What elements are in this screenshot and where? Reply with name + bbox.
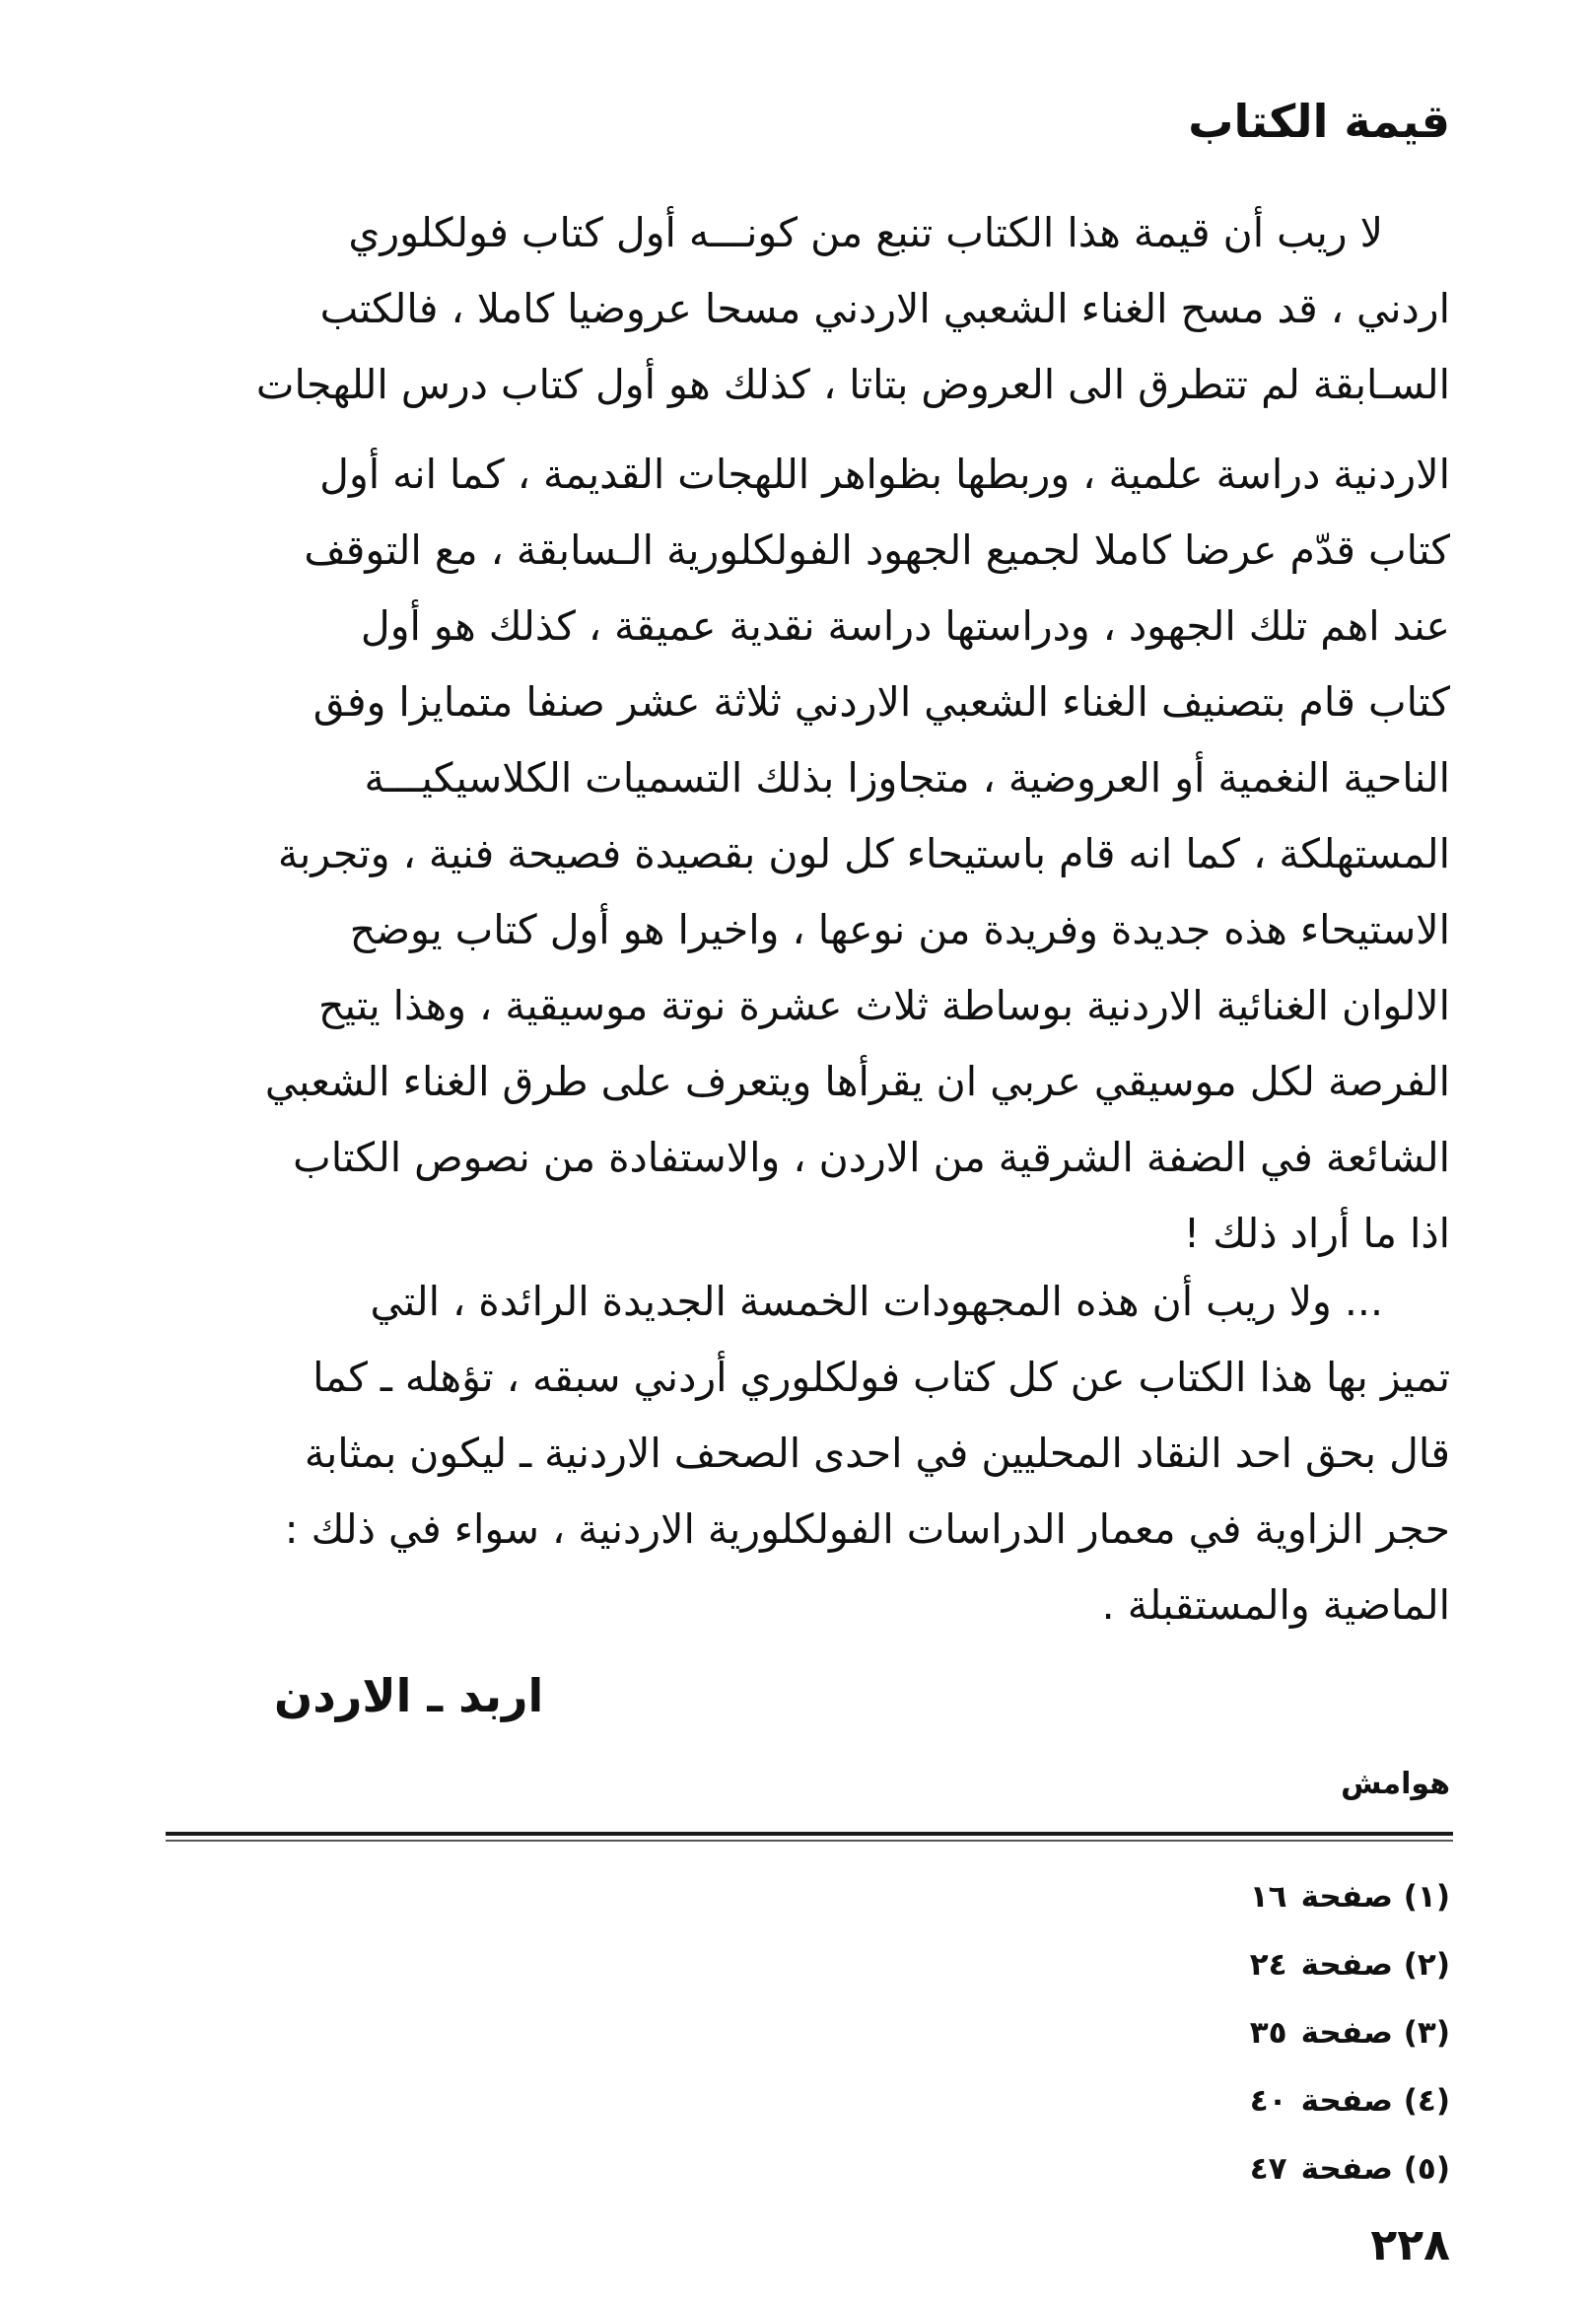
- text-line: اذا ما أراد ذلك !: [1183, 1210, 1450, 1257]
- text-line: قال بحق احد النقاد المحليين في احدى الصحف الاردنية ـ ليكون بمثابة: [304, 1430, 1450, 1477]
- text-line: الماضية والمستقبلة .: [1101, 1581, 1450, 1629]
- paragraph-five-contributions: [149, 1264, 1450, 1643]
- footnote-number: (٥): [1403, 2151, 1450, 2187]
- footnote-item: [1250, 1931, 1450, 1999]
- footnote-label: صفحة: [1300, 2083, 1393, 2119]
- text-line: الشائعة في الضفة الشرقية من الاردن ، والاستفادة من نصوص الكتاب: [293, 1134, 1450, 1181]
- page-number: ٢٢٨: [1370, 2220, 1450, 2270]
- signature-place: اربد ـ الاردن: [274, 1669, 544, 1722]
- footnote-label: صفحة: [1300, 1947, 1393, 1983]
- footnote-label: صفحة: [1300, 2015, 1393, 2051]
- footnote-page: ٤٠: [1249, 2083, 1287, 2119]
- footnote-number: (٤): [1403, 2083, 1450, 2119]
- text-line: الالوان الغنائية الاردنية بوساطة ثلاث عشرة نوتة موسيقية ، وهذا يتيح: [318, 982, 1450, 1029]
- footnote-item: [1250, 2067, 1450, 2135]
- footnote-divider-shadow: [166, 1840, 1453, 1842]
- text-line: تميز بها هذا الكتاب عن كل كتاب فولكلوري أردني سبقه ، تؤهله ـ كما: [312, 1354, 1450, 1401]
- footnote-page: ١٦: [1249, 1879, 1287, 1915]
- footnote-item: [1250, 2135, 1450, 2203]
- footnote-number: (٣): [1403, 2015, 1450, 2051]
- footnotes-heading: هوامش: [1341, 1767, 1450, 1801]
- footnote-number: (٢): [1403, 1947, 1450, 1983]
- text-line: المستهلكة ، كما انه قام باستيحاء كل لون بقصيدة فصيحة فنية ، وتجربة: [277, 830, 1450, 877]
- text-line: عند اهم تلك الجهود ، ودراستها دراسة نقدية عميقة ، كذلك هو أول: [360, 602, 1450, 650]
- text-line: الاستيحاء هذه جديدة وفريدة من نوعها ، واخيرا هو أول كتاب يوضح: [349, 906, 1450, 953]
- footnote-number: (١): [1403, 1879, 1450, 1915]
- footnote-item: [1250, 1999, 1450, 2067]
- footnote-divider: [166, 1832, 1453, 1836]
- footnote-item: [1250, 1863, 1450, 1931]
- text-line: كتاب قام بتصنيف الغناء الشعبي الاردني ثلاثة عشر صنفا متمايزا وفق: [312, 678, 1450, 726]
- footnote-page: ٢٤: [1249, 1947, 1287, 1983]
- text-line: الناحية النغمية أو العروضية ، متجاوزا بذلك التسميات الكلاسيكيـــة: [364, 754, 1450, 802]
- footnote-label: صفحة: [1300, 1879, 1393, 1915]
- text-line: لا ريب أن قيمة هذا الكتاب تنبع من كونـــه أول كتاب فولكلوري: [348, 209, 1383, 256]
- text-line: الاردنية دراسة علمية ، وربطها بظواهر اللهجات القديمة ، كما انه أول: [319, 451, 1450, 498]
- text-line: اردني ، قد مسح الغناء الشعبي الاردني مسحا عروضيا كاملا ، فالكتب: [319, 285, 1450, 332]
- footnotes-list: [1250, 1863, 1450, 2203]
- footnote-label: صفحة: [1300, 2151, 1393, 2187]
- text-line: كتاب قدّم عرضا كاملا لجميع الجهود الفولكلورية الـسابقة ، مع التوقف: [304, 526, 1450, 574]
- text-line: الفرصة لكل موسيقي عربي ان يقرأها ويتعرف على طرق الغناء الشعبي: [264, 1058, 1450, 1105]
- paragraph-value-of-book: [149, 195, 1450, 1272]
- text-line: السـابقة لم تتطرق الى العروض بتاتا ، كذلك هو أول كتاب درس اللهجات: [255, 361, 1450, 408]
- footnote-page: ٤٧: [1249, 2151, 1287, 2187]
- text-line: ... ولا ريب أن هذه المجهودات الخمسة الجديدة الرائدة ، التي: [370, 1278, 1383, 1325]
- footnote-page: ٣٥: [1249, 2015, 1287, 2051]
- section-heading: قيمة الكتاب: [1188, 95, 1450, 148]
- text-line: حجر الزاوية في معمار الدراسات الفولكلورية الاردنية ، سواء في ذلك :: [284, 1505, 1450, 1553]
